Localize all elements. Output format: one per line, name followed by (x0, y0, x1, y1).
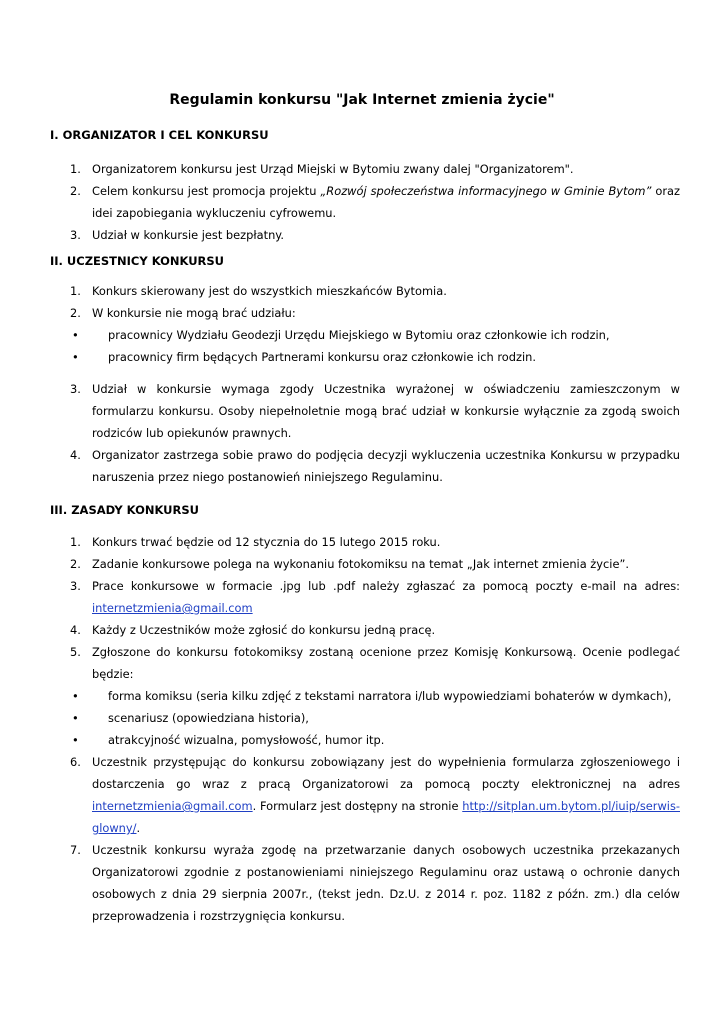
numbered-list (50, 378, 680, 488)
url-link[interactable]: http://sitplan.um.bytom.pl/iuip/serwis-glowny/ (92, 799, 680, 835)
list-item: 6. Uczestnik przystępując do konkursu zobowiązany jest do wypełnienia formularza zgłoszeniowego i dostarczenia go wraz z pracą Organizatorowi za pomocą poczty elektronicznej na adres internetzmienia@gmail.com. Formularz jest dostępny na stronie http://sitplan.um.bytom.pl/iuip/serwis-glowny/. (70, 755, 680, 835)
section-heading: II. UCZESTNICY KONKURSU (50, 254, 225, 268)
bullet-list (50, 685, 680, 751)
section-participants (50, 250, 680, 488)
bullet-item: • pracownicy Wydziału Geodezji Urzędu Miejskiego w Bytomiu oraz członkowie ich rodzin, (50, 324, 680, 346)
bullet-item: • atrakcyjność wizualna, pomysłowość, humor itp. (50, 729, 680, 751)
list-item: 1. Konkurs skierowany jest do wszystkich mieszkańców Bytomia. (70, 284, 447, 298)
list-item: 2. W konkursie nie mogą brać udziału: (70, 306, 296, 320)
list-item: 3. Udział w konkursie wymaga zgody Uczestnika wyrażonej w oświadczeniu zamieszczonym w formularzu konkursu. Osoby niepełnoletnie mogą brać udział w konkursie wyłącznie za zgodą swoich rodziców lub opiekunów prawnych. (70, 382, 680, 440)
list-item: 4. Organizator zastrzega sobie prawo do podjęcia decyzji wykluczenia uczestnika Konkursu w przypadku naruszenia przez niego postanowień niniejszego Regulaminu. (70, 448, 680, 484)
numbered-list (50, 531, 680, 685)
bullet-item: • pracownicy firm będących Partnerami konkursu oraz członkowie ich rodzin. (50, 346, 680, 368)
list-item: 3. Prace konkursowe w formacie .jpg lub .pdf należy zgłaszać za pomocą poczty e-mail na adres: internetzmienia@gmail.com (70, 579, 680, 615)
numbered-list (50, 280, 680, 324)
section-organizer (50, 124, 680, 246)
list-item: 3. Udział w konkursie jest bezpłatny. (70, 228, 285, 242)
document-title: Regulamin konkursu "Jak Internet zmienia życie" (169, 92, 555, 108)
numbered-list (50, 158, 680, 246)
section-heading: III. ZASADY KONKURSU (50, 503, 199, 517)
email-link[interactable]: internetzmienia@gmail.com (92, 799, 253, 813)
list-item: 2. Zadanie konkursowe polega na wykonaniu fotokomiksu na temat „Jak internet zmienia życie”. (70, 557, 629, 571)
section-heading: I. ORGANIZATOR I CEL KONKURSU (50, 128, 269, 142)
list-item: 7. Uczestnik konkursu wyraża zgodę na przetwarzanie danych osobowych uczestnika przekazanych Organizatorowi zgodnie z postanowieniami niniejszego Regulaminu oraz ustawą o ochronie danych osobowych z dnia 29 sierpnia 2007r., (tekst jedn. Dz.U. z 2014 r. poz. 1182 z późn. zm.) dla celów przeprowadzenia i rozstrzygnięcia konkursu. (70, 843, 680, 923)
section-rules (50, 499, 680, 927)
email-link[interactable]: internetzmienia@gmail.com (92, 601, 253, 615)
list-item: 5. Zgłoszone do konkursu fotokomiksy zostaną ocenione przez Komisję Konkursową. Ocenie podlegać będzie: (70, 645, 680, 681)
bullet-list (50, 324, 680, 368)
list-item: 4. Każdy z Uczestników może zgłosić do konkursu jedną pracę. (70, 623, 436, 637)
list-item: 2. Celem konkursu jest promocja projektu „Rozwój społeczeństwa informacyjnego w Gminie Bytom” oraz idei zapobiegania wykluczeniu cyfrowemu. (70, 184, 680, 220)
project-name: „Rozwój społeczeństwa informacyjnego w Gminie Bytom” (320, 184, 652, 198)
bullet-item: • scenariusz (opowiedziana historia), (50, 707, 680, 729)
list-item: 1. Organizatorem konkursu jest Urząd Miejski w Bytomiu zwany dalej "Organizatorem". (70, 162, 574, 176)
list-item: 1. Konkurs trwać będzie od 12 stycznia do 15 lutego 2015 roku. (70, 535, 441, 549)
bullet-item: • forma komiksu (seria kilku zdjęć z tekstami narratora i/lub wypowiedziami bohaterów w dymkach), (50, 685, 680, 707)
numbered-list (50, 751, 680, 927)
